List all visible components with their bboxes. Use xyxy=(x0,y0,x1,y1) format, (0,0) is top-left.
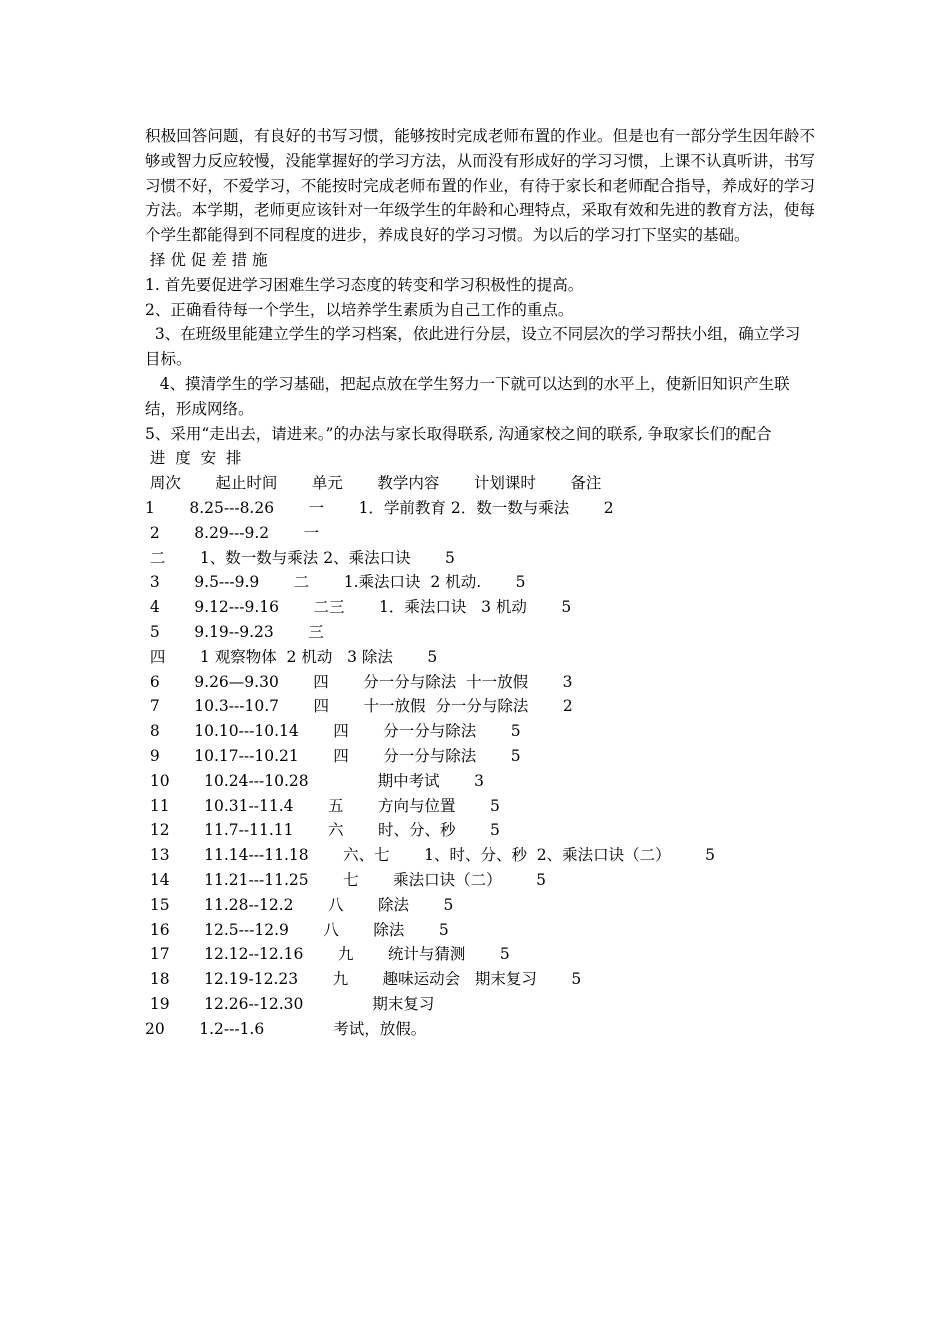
schedule-row: 14 11.21---11.25 七 乘法口诀（二） 5 xyxy=(145,870,546,889)
measures-list xyxy=(145,273,815,447)
schedule-row: 7 10.3---10.7 四 十一放假 分一分与除法 2 xyxy=(145,697,573,716)
schedule-row: 11 10.31--11.4 五 方向与位置 5 xyxy=(145,796,500,815)
schedule-row: 5 9.19--9.23 三 xyxy=(145,622,324,641)
schedule-row: 1 8.25---8.26 一 1．学前教育 2．数一数与乘法 2 xyxy=(145,498,614,517)
intro-paragraph: 积极回答问题，有良好的书写习惯，能够按时完成老师布置的作业。但是也有一部分学生因年龄不够或智力反应较慢，没能掌握好的学习方法，从而没有形成好的学习习惯，上课不认真听讲，书写习惯不好，不爱学习，不能按时完成老师布置的作业，有待于家长和老师配合指导，养成好的学习方法。本学期，老师更应该针对一年级学生的年龄和心理特点，采取有效和先进的教育方法，使每个学生都能得到不同程度的进步，养成良好的学习习惯。为以后的学习打下坚实的基础。 xyxy=(145,127,815,245)
schedule-row: 18 12.19-12.23 九 趣味运动会 期末复习 5 xyxy=(145,970,582,989)
schedule-row: 4 9.12---9.16 二三 1．乘法口诀 3 机动 5 xyxy=(145,598,572,617)
schedule-row: 3 9.5---9.9 二 1.乘法口诀 2 机动. 5 xyxy=(145,573,526,592)
schedule-row: 6 9.26—9.30 四 分一分与除法 十一放假 3 xyxy=(145,672,573,691)
schedule-row: 17 12.12--12.16 九 统计与猜测 5 xyxy=(145,945,510,964)
schedule-header-row: 周次 起止时间 单元 教学内容 计划课时 备注 xyxy=(145,474,602,493)
measure-item: 1. 首先要促进学习困难生学习态度的转变和学习积极性的提高。 xyxy=(145,275,584,294)
measure-item: 5、采用“走出去，请进来。”的办法与家长取得联系, 沟通家校之间的联系, 争取家长们的配合 xyxy=(145,424,772,443)
schedule-row: 10 10.24---10.28 期中考试 3 xyxy=(145,771,484,790)
measure-item: 3、在班级里能建立学生的学习档案，依此进行分层，设立不同层次的学习帮扶小组，确立学习目标。 xyxy=(145,325,801,369)
schedule-row: 20 1.2---1.6 考试，放假。 xyxy=(145,1019,427,1038)
schedule-row: 四 1 观察物体 2 机动 3 除法 5 xyxy=(145,647,438,666)
schedule-table xyxy=(145,496,815,1042)
measures-heading: 择 优 促 差 措 施 xyxy=(145,250,268,269)
schedule-row: 15 11.28--12.2 八 除法 5 xyxy=(145,895,454,914)
schedule-row: 16 12.5---12.9 八 除法 5 xyxy=(145,920,449,939)
schedule-row: 2 8.29---9.2 一 xyxy=(145,523,320,542)
schedule-row: 8 10.10---10.14 四 分一分与除法 5 xyxy=(145,722,521,741)
schedule-row: 9 10.17---10.21 四 分一分与除法 5 xyxy=(145,746,521,765)
schedule-row: 二 1、数一数与乘法 2、乘法口诀 5 xyxy=(145,548,455,567)
document-page xyxy=(145,124,815,1041)
schedule-row: 19 12.26--12.30 期末复习 xyxy=(145,994,435,1013)
schedule-heading: 进 度 安 排 xyxy=(145,449,242,468)
schedule-row: 12 11.7--11.11 六 时、分、秒 5 xyxy=(145,821,500,840)
schedule-row: 13 11.14---11.18 六、七 1、时、分、秒 2、乘法口诀（二） 5 xyxy=(145,846,716,865)
measure-item: 2、正确看待每一个学生，以培养学生素质为自己工作的重点。 xyxy=(145,300,574,319)
measure-item: 4、摸清学生的学习基础，把起点放在学生努力一下就可以达到的水平上，使新旧知识产生联结，形成网络。 xyxy=(145,374,790,418)
